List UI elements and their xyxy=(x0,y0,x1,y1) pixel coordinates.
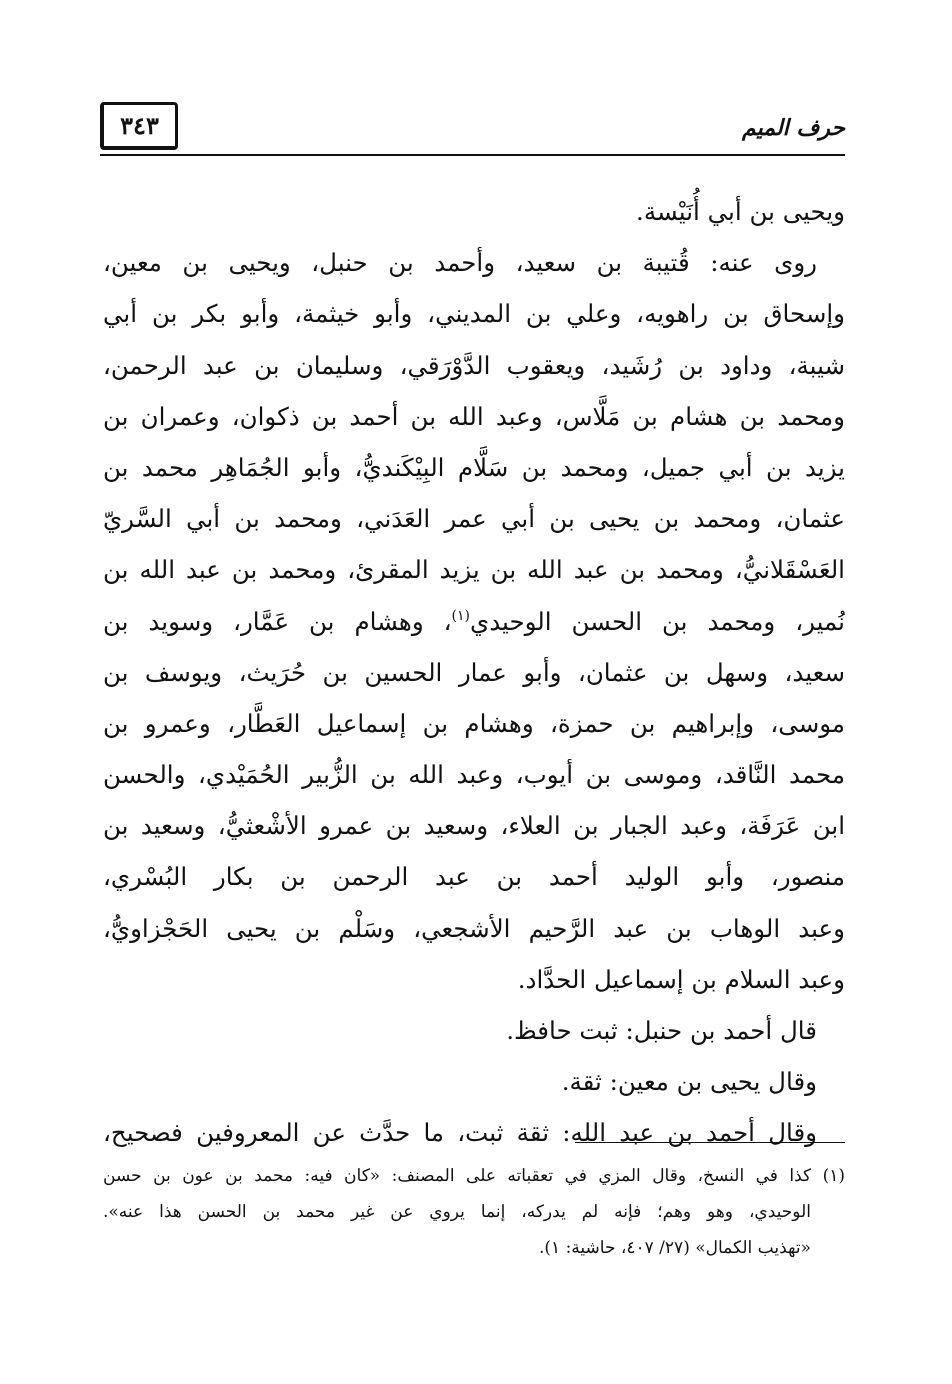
text-line: وقال أحمد بن عبد الله: ثقة ثبت، ما حدَّث عن المعروفين فصحيح، xyxy=(103,1118,817,1148)
footnote-reference: (١) xyxy=(451,607,471,624)
text-line: منصور، وأبو الوليد أحمد بن عبد الرحمن بن بكار البُسْري، xyxy=(103,862,845,892)
text-line: محمد النَّاقد، وموسى بن أيوب، وعبد الله بن الزُّبير الحُمَيْدي، والحسن xyxy=(103,760,845,790)
text-line: يزيد بن أبي جميل، ومحمد بن سَلَّام البِيْكَنديُّ، وأبو الجُمَاهِر محمد بن xyxy=(103,452,845,482)
running-title: حرف الميم xyxy=(741,115,845,141)
main-text xyxy=(103,186,845,1159)
footnote xyxy=(103,1158,845,1266)
text-line: قال أحمد بن حنبل: ثبت حافظ. xyxy=(506,1016,817,1045)
footnote-line: (١) كذا في النسخ، وقال المزي في تعقباته على المصنف: «كان فيه: محمد بن عون بن حسن xyxy=(103,1166,845,1186)
text-segment: ، وهشام بن عَمَّار، وسويد بن xyxy=(103,606,452,636)
text-line: ومحمد بن هشام بن مَلَّاس، وعبد الله بن أحمد بن ذكوان، وعمران بن xyxy=(103,401,845,431)
text-line: ابن عَرَفَة، وعبد الجبار بن العلاء، وسعيد بن عمرو الأشْعثيُّ، وسعيد بن xyxy=(103,811,845,841)
text-line: العَسْقَلانيُّ، ومحمد بن عبد الله بن يزيد المقرئ، ومحمد بن عبد الله بن xyxy=(103,555,845,585)
text-line: عثمان، ومحمد بن يحيى بن أبي عمر العَدَني، ومحمد بن أبي السَّريّ xyxy=(103,504,845,534)
page-number: ٣٤٣ xyxy=(100,102,178,150)
text-segment: نُمير، ومحمد بن الحسن الوحيدي xyxy=(470,606,845,636)
footnote-rule xyxy=(575,1142,845,1143)
footnote-line: الوحيدي، وهو وهم؛ فإنه لم يدركه، إنما يروي عن غير محمد بن الحسن هذا عنه». xyxy=(103,1202,811,1222)
page-header xyxy=(100,100,845,156)
footnote-line: «تهذيب الكمال» (٢٧/ ٤٠٧، حاشية: ١). xyxy=(538,1238,811,1258)
text-line: وعبد الوهاب بن عبد الرَّحيم الأشجعي، وسَلْم بن يحيى الحَجْزاويُّ، xyxy=(103,913,845,943)
text-line: سعيد، وسهل بن عثمان، وأبو عمار الحسين بن حُرَيث، ويوسف بن xyxy=(103,657,845,687)
text-line: وقال يحيى بن معين: ثقة. xyxy=(561,1067,817,1097)
text-line-with-footnote xyxy=(103,596,845,647)
text-line: موسى، وإبراهيم بن حمزة، وهشام بن إسماعيل العَطَّار، وعمرو بن xyxy=(103,708,845,738)
text-line: شيبة، وداود بن رُشَيد، ويعقوب الدَّوْرَقي، وسليمان بن عبد الرحمن، xyxy=(103,350,845,380)
text-line: وعبد السلام بن إسماعيل الحدَّاد. xyxy=(517,964,845,994)
text-line: وإسحاق بن راهويه، وعلي بن المديني، وأبو خيثمة، وأبو بكر بن أبي xyxy=(103,299,845,329)
text-line: روى عنه: قُتيبة بن سعيد، وأحمد بن حنبل، ويحيى بن معين، xyxy=(103,248,817,278)
header-rule xyxy=(100,154,845,156)
text-line: ويحيى بن أبي أُنَيْسة. xyxy=(636,197,845,226)
